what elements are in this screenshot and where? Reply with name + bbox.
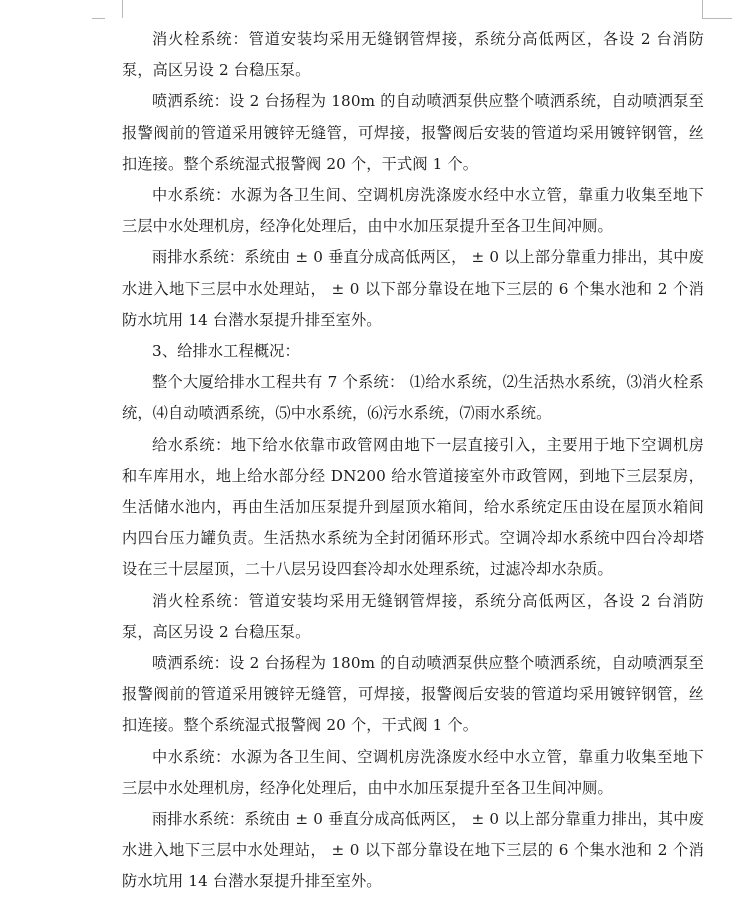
- paragraph-reclaimed-water-system-repeat: 中水系统：水源为各卫生间、空调机房洗涤废水经中水立管，靠重力收集至地下三层中水处理机房，经净化处理后，由中水加压泵提升至各卫生间冲厕。: [122, 747, 704, 797]
- section-heading-water-supply-overview: 3、给排水工程概况：: [152, 342, 300, 361]
- document-body: [122, 24, 704, 898]
- margin-corner-mark-top-right: [702, 0, 733, 18]
- paragraph-sprinkler-system: 喷洒系统：设 2 台扬程为 180m 的自动喷洒泵供应整个喷洒系统，自动喷洒泵至报警阀前的管道采用镀锌无缝管，可焊接，报警阀后安装的管道均采用镀锌钢管，丝扣连接。整个系统湿式报警阀 20 个，干式阀 1 个。: [122, 92, 704, 173]
- paragraph-rainwater-drainage-system: 雨排水系统：系统由 ± 0 垂直分成高低两区， ± 0 以上部分靠重力排出，其中废水进入地下三层中水处理站， ± 0 以下部分靠设在地下三层的 6 个集水池和 2 个消防水坑用 14 台潜水泵提升排至室外。: [122, 248, 704, 329]
- margin-corner-mark-top-right-horizontal: [702, 18, 732, 19]
- paragraph-fire-hydrant-system: 消火栓系统：管道安装均采用无缝钢管焊接，系统分高低两区，各设 2 台消防泵，高区另设 2 台稳压泵。: [122, 30, 704, 80]
- paragraph-systems-overview: 整个大厦给排水工程共有 7 个系统： ⑴给水系统，⑵生活热水系统，⑶消火栓系统，⑷自动喷洒系统，⑸中水系统，⑹污水系统，⑺雨水系统。: [122, 373, 704, 423]
- margin-corner-mark-top-left: [104, 0, 123, 18]
- paragraph-water-supply-system: 给水系统：地下给水依靠市政管网由地下一层直接引入，主要用于地下空调机房和车库用水，地上给水部分经 DN200 给水管道接室外市政管网，到地下三层泵房，生活储水池内，再由生活加压泵提升到屋顶水箱间，给水系统定压由设在屋顶水箱间内四台压力罐负责。生活热水系统为全封闭循环形式。空调冷却水系统中四台冷却塔设在三十层屋顶，二十八层另设四套冷却水处理系统，过滤冷却水杂质。: [122, 435, 704, 579]
- paragraph-rainwater-drainage-system-repeat: 雨排水系统：系统由 ± 0 垂直分成高低两区， ± 0 以上部分靠重力排出，其中废水进入地下三层中水处理站， ± 0 以下部分靠设在地下三层的 6 个集水池和 2 个消防水坑用 14 台潜水泵提升排至室外。: [122, 810, 704, 891]
- paragraph-sprinkler-system-repeat: 喷洒系统：设 2 台扬程为 180m 的自动喷洒泵供应整个喷洒系统，自动喷洒泵至报警阀前的管道采用镀锌无缝管，可焊接，报警阀后安装的管道均采用镀锌钢管，丝扣连接。整个系统湿式报警阀 20 个，干式阀 1 个。: [122, 654, 704, 735]
- paragraph-fire-hydrant-system-repeat: 消火栓系统：管道安装均采用无缝钢管焊接，系统分高低两区，各设 2 台消防泵，高区另设 2 台稳压泵。: [122, 591, 704, 641]
- paragraph-reclaimed-water-system: 中水系统：水源为各卫生间、空调机房洗涤废水经中水立管，靠重力收集至地下三层中水处理机房，经净化处理后，由中水加压泵提升至各卫生间冲厕。: [122, 186, 704, 236]
- margin-corner-mark-top-left-horizontal: [92, 18, 105, 19]
